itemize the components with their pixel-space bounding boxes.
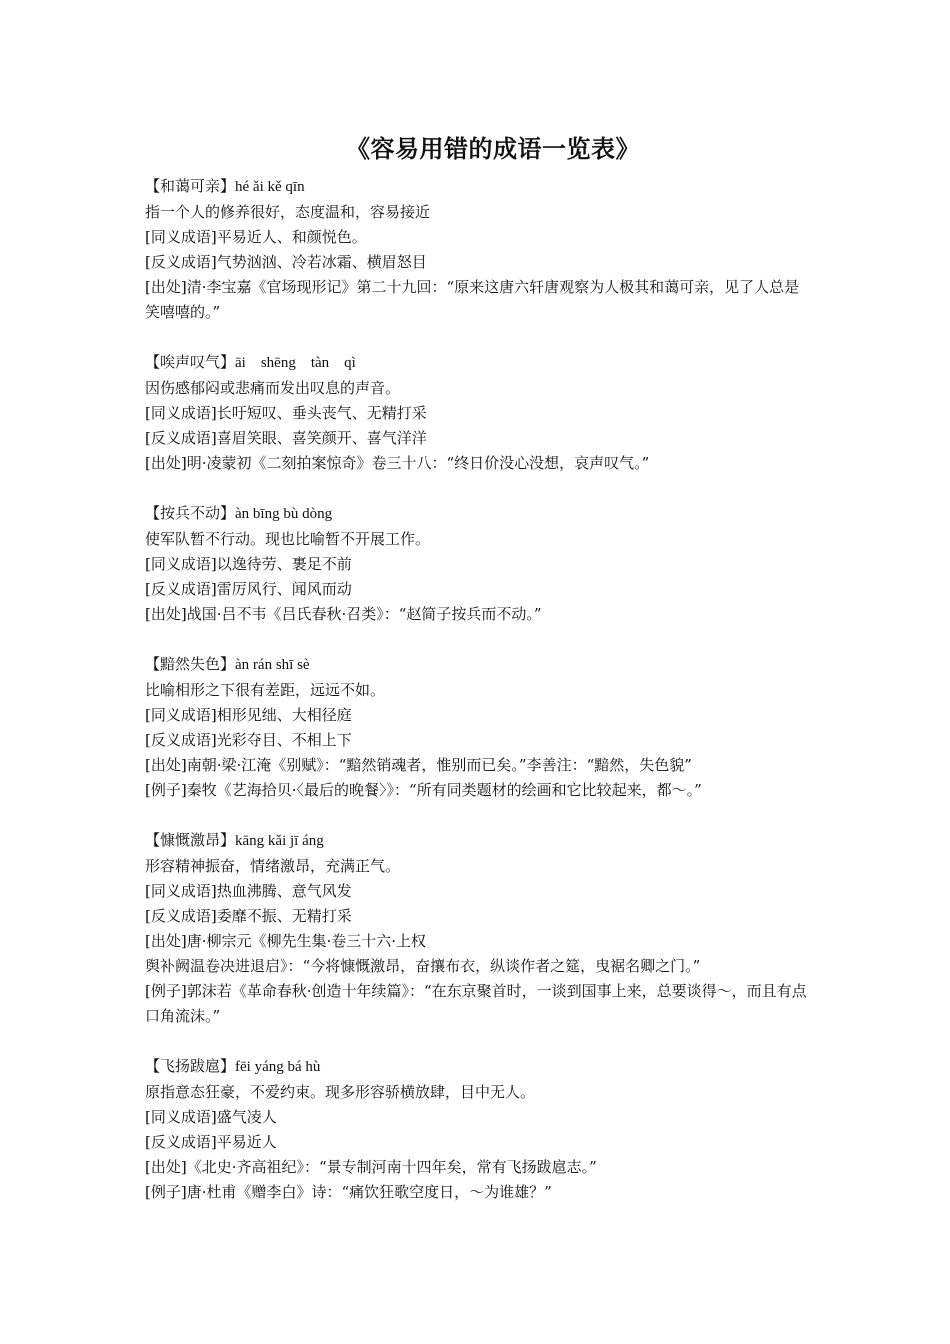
source-text: [出处]明·凌蒙初《二刻拍案惊奇》卷三十八：“终日价没心没想，哀声叹气。” (145, 454, 650, 472)
entry-list (145, 174, 813, 1230)
antonyms-text: [反义成语]喜眉笑眼、喜笑颜开、喜气洋洋 (145, 429, 427, 447)
entry-heading (145, 174, 813, 200)
example-text: [例子]唐·杜甫《赠李白》诗：“痛饮狂歌空度日，～为谁雄？” (145, 1183, 552, 1201)
idiom-pinyin: àn rán shī sè (235, 657, 310, 673)
synonyms-text: [同义成语]平易近人、和颜悦色。 (145, 228, 367, 246)
definition-text: 形容精神振奋，情绪激昂，充满正气。 (145, 857, 401, 875)
idiom-entry (145, 1054, 813, 1205)
idiom-name: 【黯然失色】 (145, 655, 236, 673)
antonyms-text: [反义成语]光彩夺目、不相上下 (145, 731, 352, 749)
idiom-entry (145, 501, 813, 627)
idiom-name: 【慷慨激昂】 (145, 831, 236, 849)
idiom-name: 【和蔼可亲】 (145, 177, 236, 195)
synonyms-text: [同义成语]热血沸腾、意气风发 (145, 882, 352, 900)
entry-heading (145, 1054, 813, 1080)
idiom-name: 【唉声叹气】 (145, 353, 236, 371)
idiom-pinyin: kāng kǎi jī áng (235, 833, 324, 849)
idiom-pinyin: fēi yáng bá hù (235, 1059, 321, 1075)
document-title: 《容易用错的成语一览表》 (346, 134, 640, 163)
entry-heading (145, 828, 813, 854)
entry-heading (145, 652, 813, 678)
idiom-pinyin: āi shēng tàn qì (235, 355, 356, 371)
idiom-entry (145, 652, 813, 803)
source-text: [出处]《北史·齐高祖纪》：“景专制河南十四年矣，常有飞扬跋扈志。” (145, 1158, 597, 1176)
synonyms-text: [同义成语]长吁短叹、垂头丧气、无精打采 (145, 404, 427, 422)
synonyms-text: [同义成语]盛气凌人 (145, 1108, 277, 1126)
idiom-name: 【按兵不动】 (145, 504, 236, 522)
definition-text: 指一个人的修养很好，态度温和，容易接近 (145, 203, 431, 221)
definition-text: 使军队暂不行动。现也比喻暂不开展工作。 (145, 530, 431, 548)
idiom-entry (145, 828, 813, 1029)
synonyms-text: [同义成语]相形见绌、大相径庭 (145, 706, 352, 724)
definition-text: 比喻相形之下很有差距，远远不如。 (145, 681, 386, 699)
entry-heading (145, 350, 813, 376)
source-text: [出处]南朝·梁·江淹《别赋》：“黯然销魂者，惟别而已矣。”李善注：“黯然，失色貌” (145, 756, 692, 774)
source-text: [出处]战国·吕不韦《吕氏春秋·召类》：“赵简子按兵而不动。” (145, 605, 542, 623)
idiom-name: 【飞扬跋扈】 (145, 1057, 236, 1075)
entry-heading (145, 501, 813, 527)
antonyms-text: [反义成语]气势汹汹、冷若冰霜、横眉怒目 (145, 253, 427, 271)
definition-text: 因伤感郁闷或悲痛而发出叹息的声音。 (145, 379, 401, 397)
source-text-continued: 舆补阙温卷决进退启》：“今将慷慨激昂，奋攘布衣，纵谈作者之筵，曳裾名卿之门。” (145, 957, 701, 975)
example-text: [例子]秦牧《艺海拾贝·〈最后的晚餐〉》：“所有同类题材的绘画和它比较起来，都～。” (145, 781, 702, 799)
idiom-entry (145, 350, 813, 476)
idiom-pinyin: hé ǎi kě qīn (235, 179, 305, 195)
definition-text: 原指意态狂豪，不爱约束。现多形容骄横放肆，目中无人。 (145, 1083, 536, 1101)
example-text: [例子]郭沫若《革命春秋·创造十年续篇》：“在东京聚首时，一谈到国事上来，总要谈得～，而且有点口角流沫。” (145, 982, 807, 1025)
idiom-pinyin: àn bīng bù dòng (235, 506, 333, 522)
antonyms-text: [反义成语]平易近人 (145, 1133, 277, 1151)
antonyms-text: [反义成语]雷厉风行、闻风而动 (145, 580, 352, 598)
antonyms-text: [反义成语]委靡不振、无精打采 (145, 907, 352, 925)
source-text: [出处]清·李宝嘉《官场现形记》第二十九回：“原来这唐六轩唐观察为人极其和蔼可亲，见了人总是笑嘻嘻的。” (145, 278, 800, 321)
idiom-entry (145, 174, 813, 325)
source-text: [出处]唐·柳宗元《柳先生集·卷三十六·上权 (145, 932, 427, 950)
synonyms-text: [同义成语]以逸待劳、裹足不前 (145, 555, 352, 573)
